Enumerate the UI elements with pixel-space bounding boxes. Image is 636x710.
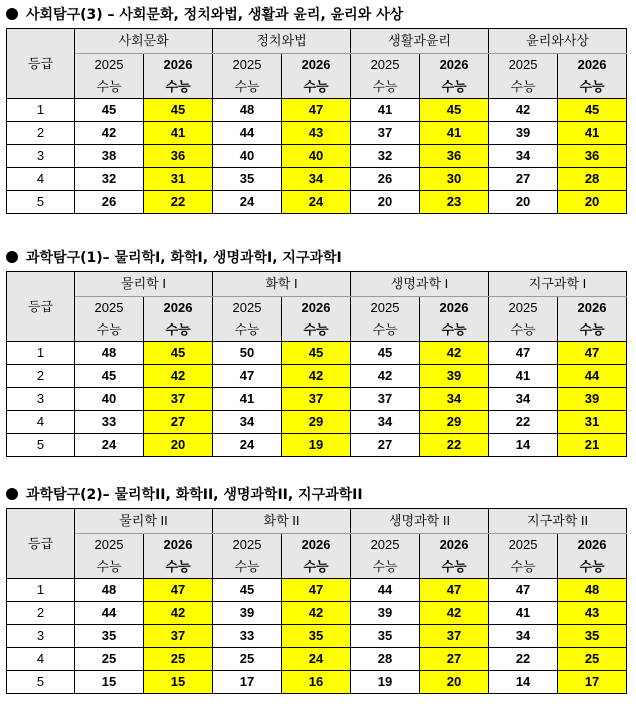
score-2026-cell: 31 — [558, 411, 627, 434]
table-row — [7, 648, 627, 671]
exam-label: 수능 — [420, 76, 489, 99]
score-2025-cell: 14 — [489, 434, 558, 457]
year-2026-header: 2026 — [558, 297, 627, 320]
grade-cut-table — [6, 271, 627, 457]
score-2025-cell: 39 — [213, 602, 282, 625]
score-2025-cell: 20 — [489, 191, 558, 214]
score-2026-cell: 47 — [282, 579, 351, 602]
score-2025-cell: 41 — [351, 99, 420, 122]
year-2026-header: 2026 — [282, 54, 351, 77]
score-2025-cell: 32 — [351, 145, 420, 168]
year-2026-header: 2026 — [420, 54, 489, 77]
table-row — [7, 191, 627, 214]
score-2026-cell: 20 — [420, 671, 489, 694]
exam-label: 수능 — [489, 76, 558, 99]
subject-header: 윤리와사상 — [489, 29, 627, 54]
grade-cell: 5 — [7, 671, 75, 694]
score-2026-cell: 37 — [282, 388, 351, 411]
grade-column-header: 등급 — [7, 29, 75, 99]
score-2025-cell: 40 — [75, 388, 144, 411]
table-row — [7, 411, 627, 434]
year-2025-header: 2025 — [213, 54, 282, 77]
score-2025-cell: 25 — [213, 648, 282, 671]
score-2025-cell: 24 — [213, 191, 282, 214]
table-row — [7, 365, 627, 388]
score-2026-cell: 42 — [420, 342, 489, 365]
score-2026-cell: 41 — [558, 122, 627, 145]
score-2026-cell: 41 — [144, 122, 213, 145]
score-2025-cell: 24 — [75, 434, 144, 457]
score-2026-cell: 24 — [282, 191, 351, 214]
score-2025-cell: 34 — [213, 411, 282, 434]
score-2026-cell: 36 — [144, 145, 213, 168]
score-2026-cell: 42 — [282, 365, 351, 388]
subject-header: 물리학 II — [75, 509, 213, 534]
score-2026-cell: 17 — [558, 671, 627, 694]
score-2026-cell: 29 — [282, 411, 351, 434]
exam-label: 수능 — [558, 76, 627, 99]
score-2025-cell: 22 — [489, 648, 558, 671]
score-2026-cell: 36 — [420, 145, 489, 168]
grade-cell: 3 — [7, 388, 75, 411]
score-2026-cell: 34 — [420, 388, 489, 411]
exam-label: 수능 — [351, 319, 420, 342]
score-2025-cell: 44 — [75, 602, 144, 625]
score-2025-cell: 27 — [489, 168, 558, 191]
score-2026-cell: 42 — [282, 602, 351, 625]
grade-cell: 4 — [7, 648, 75, 671]
subject-header: 사회문화 — [75, 29, 213, 54]
grade-cell: 2 — [7, 365, 75, 388]
score-2025-cell: 26 — [351, 168, 420, 191]
score-2026-cell: 21 — [558, 434, 627, 457]
exam-label: 수능 — [75, 76, 144, 99]
score-2025-cell: 40 — [213, 145, 282, 168]
score-2025-cell: 42 — [75, 122, 144, 145]
year-2026-header: 2026 — [558, 534, 627, 557]
score-2026-cell: 31 — [144, 168, 213, 191]
score-2025-cell: 14 — [489, 671, 558, 694]
score-2025-cell: 45 — [75, 99, 144, 122]
score-2026-cell: 30 — [420, 168, 489, 191]
score-2025-cell: 22 — [489, 411, 558, 434]
score-2025-cell: 47 — [489, 579, 558, 602]
score-2025-cell: 27 — [351, 434, 420, 457]
score-2026-cell: 39 — [558, 388, 627, 411]
grade-cell: 4 — [7, 168, 75, 191]
score-2025-cell: 48 — [213, 99, 282, 122]
score-2025-cell: 38 — [75, 145, 144, 168]
section-title — [6, 2, 403, 26]
score-2025-cell: 35 — [213, 168, 282, 191]
table-row — [7, 388, 627, 411]
score-2026-cell: 45 — [144, 342, 213, 365]
score-2025-cell: 35 — [351, 625, 420, 648]
score-2026-cell: 47 — [558, 342, 627, 365]
exam-label: 수능 — [144, 556, 213, 579]
score-2025-cell: 33 — [213, 625, 282, 648]
score-2026-cell: 37 — [144, 625, 213, 648]
score-2025-cell: 34 — [489, 625, 558, 648]
score-2026-cell: 16 — [282, 671, 351, 694]
year-2025-header: 2025 — [75, 534, 144, 557]
grade-cell: 1 — [7, 99, 75, 122]
year-2025-header: 2025 — [351, 534, 420, 557]
exam-label: 수능 — [213, 319, 282, 342]
section-title-text: 사회탐구(3) – 사회문화, 정치와법, 생활과 윤리, 윤리와 사상 — [26, 7, 404, 23]
exam-label: 수능 — [213, 556, 282, 579]
subject-header: 화학 I — [213, 272, 351, 297]
subject-header: 지구과학 I — [489, 272, 627, 297]
grade-cell: 5 — [7, 191, 75, 214]
score-2026-cell: 20 — [558, 191, 627, 214]
score-2026-cell: 45 — [144, 99, 213, 122]
grade-cut-table — [6, 508, 627, 694]
score-2025-cell: 41 — [489, 365, 558, 388]
year-2026-header: 2026 — [282, 534, 351, 557]
score-2026-cell: 36 — [558, 145, 627, 168]
table-row — [7, 579, 627, 602]
year-2025-header: 2025 — [489, 54, 558, 77]
year-2026-header: 2026 — [144, 297, 213, 320]
table-row — [7, 342, 627, 365]
table-row — [7, 671, 627, 694]
score-2025-cell: 39 — [351, 602, 420, 625]
section-title — [6, 245, 342, 269]
score-2026-cell: 44 — [558, 365, 627, 388]
score-2026-cell: 25 — [144, 648, 213, 671]
score-2025-cell: 42 — [489, 99, 558, 122]
exam-label: 수능 — [282, 76, 351, 99]
year-2026-header: 2026 — [144, 54, 213, 77]
score-2026-cell: 22 — [144, 191, 213, 214]
score-2026-cell: 42 — [420, 602, 489, 625]
score-2026-cell: 20 — [144, 434, 213, 457]
score-2026-cell: 15 — [144, 671, 213, 694]
exam-label: 수능 — [351, 556, 420, 579]
exam-label: 수능 — [420, 319, 489, 342]
year-2025-header: 2025 — [489, 534, 558, 557]
score-2026-cell: 19 — [282, 434, 351, 457]
section-title-text: 과학탐구(2)– 물리학II, 화학II, 생명과학II, 지구과학II — [26, 487, 363, 503]
score-2025-cell: 37 — [351, 388, 420, 411]
exam-label: 수능 — [213, 76, 282, 99]
year-2025-header: 2025 — [213, 534, 282, 557]
grade-column-header: 등급 — [7, 272, 75, 342]
year-2026-header: 2026 — [420, 534, 489, 557]
section-title — [6, 482, 363, 506]
exam-label: 수능 — [420, 556, 489, 579]
table-row — [7, 145, 627, 168]
year-2026-header: 2026 — [144, 534, 213, 557]
grade-cell: 2 — [7, 122, 75, 145]
exam-label: 수능 — [558, 319, 627, 342]
year-2025-header: 2025 — [489, 297, 558, 320]
grade-cell: 3 — [7, 625, 75, 648]
score-2025-cell: 34 — [489, 145, 558, 168]
subject-header: 생활과윤리 — [351, 29, 489, 54]
score-2025-cell: 33 — [75, 411, 144, 434]
score-2026-cell: 43 — [558, 602, 627, 625]
table-row — [7, 625, 627, 648]
score-2026-cell: 34 — [282, 168, 351, 191]
score-2025-cell: 50 — [213, 342, 282, 365]
score-2025-cell: 24 — [213, 434, 282, 457]
year-2025-header: 2025 — [75, 297, 144, 320]
score-2025-cell: 48 — [75, 579, 144, 602]
section-title-text: 과학탐구(1)– 물리학I, 화학I, 생명과학I, 지구과학I — [26, 250, 342, 266]
exam-label: 수능 — [489, 556, 558, 579]
exam-label: 수능 — [282, 319, 351, 342]
score-2026-cell: 29 — [420, 411, 489, 434]
score-2025-cell: 45 — [351, 342, 420, 365]
score-2026-cell: 37 — [420, 625, 489, 648]
year-2026-header: 2026 — [420, 297, 489, 320]
year-2026-header: 2026 — [558, 54, 627, 77]
score-2026-cell: 45 — [282, 342, 351, 365]
score-2025-cell: 45 — [213, 579, 282, 602]
score-2026-cell: 39 — [420, 365, 489, 388]
subject-header: 정치와법 — [213, 29, 351, 54]
grade-cell: 1 — [7, 579, 75, 602]
score-2025-cell: 35 — [75, 625, 144, 648]
score-2025-cell: 44 — [213, 122, 282, 145]
score-2025-cell: 17 — [213, 671, 282, 694]
score-2025-cell: 26 — [75, 191, 144, 214]
year-2026-header: 2026 — [282, 297, 351, 320]
score-2026-cell: 41 — [420, 122, 489, 145]
score-2026-cell: 48 — [558, 579, 627, 602]
table-row — [7, 168, 627, 191]
score-2025-cell: 20 — [351, 191, 420, 214]
score-2026-cell: 47 — [420, 579, 489, 602]
score-2026-cell: 47 — [144, 579, 213, 602]
exam-label: 수능 — [144, 319, 213, 342]
score-2025-cell: 41 — [489, 602, 558, 625]
score-2026-cell: 40 — [282, 145, 351, 168]
subject-header: 생명과학 II — [351, 509, 489, 534]
score-2026-cell: 23 — [420, 191, 489, 214]
score-2025-cell: 42 — [351, 365, 420, 388]
grade-cell: 2 — [7, 602, 75, 625]
grade-cut-table — [6, 28, 627, 214]
score-2026-cell: 22 — [420, 434, 489, 457]
grade-cell: 3 — [7, 145, 75, 168]
subject-header: 화학 II — [213, 509, 351, 534]
score-2025-cell: 45 — [75, 365, 144, 388]
score-2025-cell: 34 — [351, 411, 420, 434]
exam-label: 수능 — [75, 556, 144, 579]
table-row — [7, 434, 627, 457]
score-2026-cell: 43 — [282, 122, 351, 145]
score-2025-cell: 41 — [213, 388, 282, 411]
score-2026-cell: 28 — [558, 168, 627, 191]
score-2025-cell: 47 — [213, 365, 282, 388]
score-2025-cell: 39 — [489, 122, 558, 145]
exam-label: 수능 — [558, 556, 627, 579]
grade-cell: 5 — [7, 434, 75, 457]
grade-cell: 4 — [7, 411, 75, 434]
subject-header: 지구과학 II — [489, 509, 627, 534]
subject-header: 물리학 I — [75, 272, 213, 297]
score-2025-cell: 34 — [489, 388, 558, 411]
score-2026-cell: 27 — [420, 648, 489, 671]
table-row — [7, 99, 627, 122]
score-2026-cell: 47 — [282, 99, 351, 122]
score-2025-cell: 37 — [351, 122, 420, 145]
score-2025-cell: 25 — [75, 648, 144, 671]
grade-column-header: 등급 — [7, 509, 75, 579]
score-2025-cell: 15 — [75, 671, 144, 694]
bullet-icon — [6, 8, 18, 20]
score-2026-cell: 45 — [420, 99, 489, 122]
year-2025-header: 2025 — [75, 54, 144, 77]
exam-label: 수능 — [351, 76, 420, 99]
score-2026-cell: 37 — [144, 388, 213, 411]
exam-label: 수능 — [144, 76, 213, 99]
exam-label: 수능 — [282, 556, 351, 579]
bullet-icon — [6, 488, 18, 500]
score-2026-cell: 24 — [282, 648, 351, 671]
score-2025-cell: 32 — [75, 168, 144, 191]
score-2026-cell: 35 — [558, 625, 627, 648]
grade-cell: 1 — [7, 342, 75, 365]
score-2025-cell: 47 — [489, 342, 558, 365]
bullet-icon — [6, 251, 18, 263]
table-row — [7, 122, 627, 145]
year-2025-header: 2025 — [351, 297, 420, 320]
table-row — [7, 602, 627, 625]
score-2026-cell: 27 — [144, 411, 213, 434]
score-2025-cell: 48 — [75, 342, 144, 365]
subject-header: 생명과학 I — [351, 272, 489, 297]
score-2026-cell: 25 — [558, 648, 627, 671]
year-2025-header: 2025 — [213, 297, 282, 320]
score-2026-cell: 42 — [144, 365, 213, 388]
year-2025-header: 2025 — [351, 54, 420, 77]
score-2026-cell: 42 — [144, 602, 213, 625]
exam-label: 수능 — [75, 319, 144, 342]
score-2026-cell: 35 — [282, 625, 351, 648]
score-2025-cell: 19 — [351, 671, 420, 694]
score-2026-cell: 45 — [558, 99, 627, 122]
exam-label: 수능 — [489, 319, 558, 342]
score-2025-cell: 44 — [351, 579, 420, 602]
score-2025-cell: 28 — [351, 648, 420, 671]
